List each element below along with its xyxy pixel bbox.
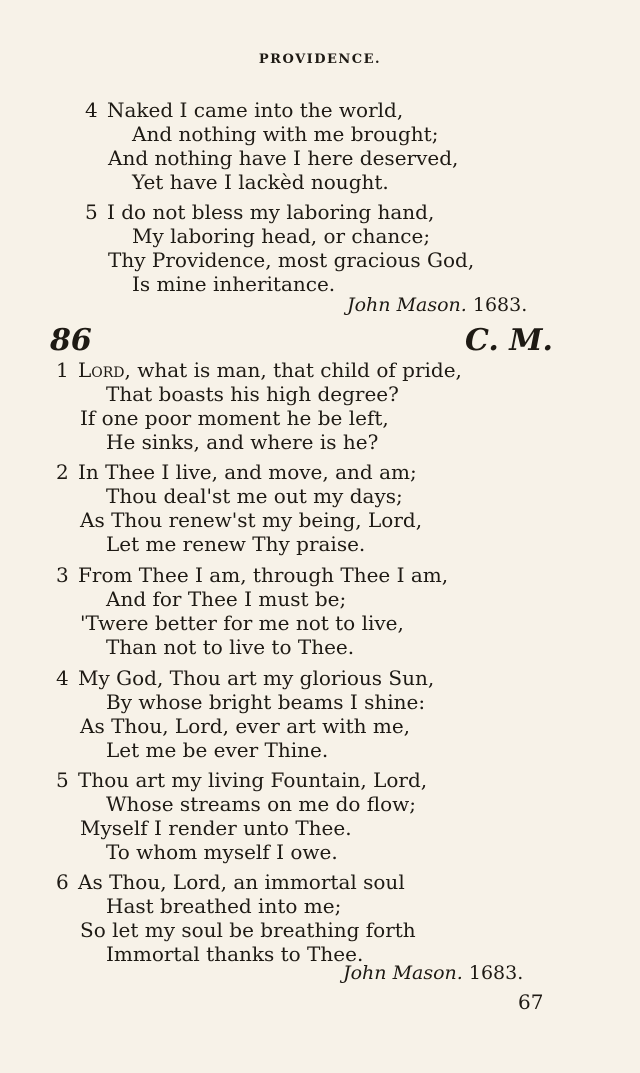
stanza-line: 1 Lord, what is man, that child of pride, bbox=[56, 358, 462, 382]
first-word: Lord bbox=[78, 358, 125, 382]
stanza-line: By whose bright beams I shine: bbox=[106, 690, 426, 714]
stanza-number: 6 bbox=[56, 870, 69, 894]
stanza-number: 4 bbox=[56, 666, 69, 690]
stanza-line: Thy Providence, most gracious God, bbox=[108, 248, 475, 272]
stanza-line: And nothing with me brought; bbox=[132, 122, 439, 146]
stanza-line: So let my soul be breathing forth bbox=[80, 918, 416, 942]
stanza-line: 4 My God, Thou art my glorious Sun, bbox=[56, 666, 435, 690]
stanza-line: 2 In Thee I live, and move, and am; bbox=[56, 460, 417, 484]
stanza-number: 1 bbox=[56, 358, 69, 382]
stanza-line: Than not to live to Thee. bbox=[106, 635, 355, 659]
author-name: John Mason. bbox=[347, 294, 467, 316]
stanza-line: To whom myself I owe. bbox=[106, 840, 338, 864]
page-number: 67 bbox=[518, 990, 544, 1014]
author-name: John Mason. bbox=[343, 962, 463, 984]
stanza-line: 4 Naked I came into the world, bbox=[85, 98, 404, 122]
stanza-line: Thou deal'st me out my days; bbox=[106, 484, 403, 508]
running-header: PROVIDENCE. bbox=[258, 52, 382, 67]
year: 1683. bbox=[468, 962, 524, 984]
stanza-number: 2 bbox=[56, 460, 69, 484]
stanza-line: 'Twere better for me not to live, bbox=[80, 611, 404, 635]
stanza-line: And nothing have I here deserved, bbox=[108, 146, 459, 170]
stanza-line: He sinks, and where is he? bbox=[106, 430, 379, 454]
stanza-number: 4 bbox=[85, 98, 98, 122]
stanza-line: 3 From Thee I am, through Thee I am, bbox=[56, 563, 449, 587]
stanza-line: Hast breathed into me; bbox=[106, 894, 342, 918]
stanza-line: As Thou, Lord, ever art with me, bbox=[80, 714, 411, 738]
hymn-meter: C. M. bbox=[465, 323, 553, 358]
stanza-line: 6 As Thou, Lord, an immortal soul bbox=[56, 870, 405, 894]
hymn-number: 86 bbox=[50, 323, 92, 358]
stanza-line: Let me renew Thy praise. bbox=[106, 532, 366, 556]
stanza-line: My laboring head, or chance; bbox=[132, 224, 431, 248]
attribution bbox=[343, 962, 523, 984]
stanza-line: That boasts his high degree? bbox=[106, 382, 399, 406]
stanza-line: As Thou renew'st my being, Lord, bbox=[80, 508, 423, 532]
stanza-line: 5 Thou art my living Fountain, Lord, bbox=[56, 768, 428, 792]
stanza-line: Whose streams on me do flow; bbox=[106, 792, 417, 816]
stanza-line: 5 I do not bless my laboring hand, bbox=[85, 200, 435, 224]
stanza-line: Myself I render unto Thee. bbox=[80, 816, 352, 840]
attribution bbox=[347, 294, 527, 316]
stanza-number: 5 bbox=[56, 768, 69, 792]
stanza-number: 5 bbox=[85, 200, 98, 224]
stanza-line: Yet have I lackèd nought. bbox=[132, 170, 389, 194]
stanza-line: Immortal thanks to Thee. bbox=[106, 942, 364, 966]
stanza-number: 3 bbox=[56, 563, 69, 587]
stanza-line: And for Thee I must be; bbox=[106, 587, 347, 611]
stanza-line: If one poor moment he be left, bbox=[80, 406, 389, 430]
year: 1683. bbox=[472, 294, 528, 316]
stanza-line: Is mine inheritance. bbox=[132, 272, 336, 296]
stanza-line: Let me be ever Thine. bbox=[106, 738, 329, 762]
